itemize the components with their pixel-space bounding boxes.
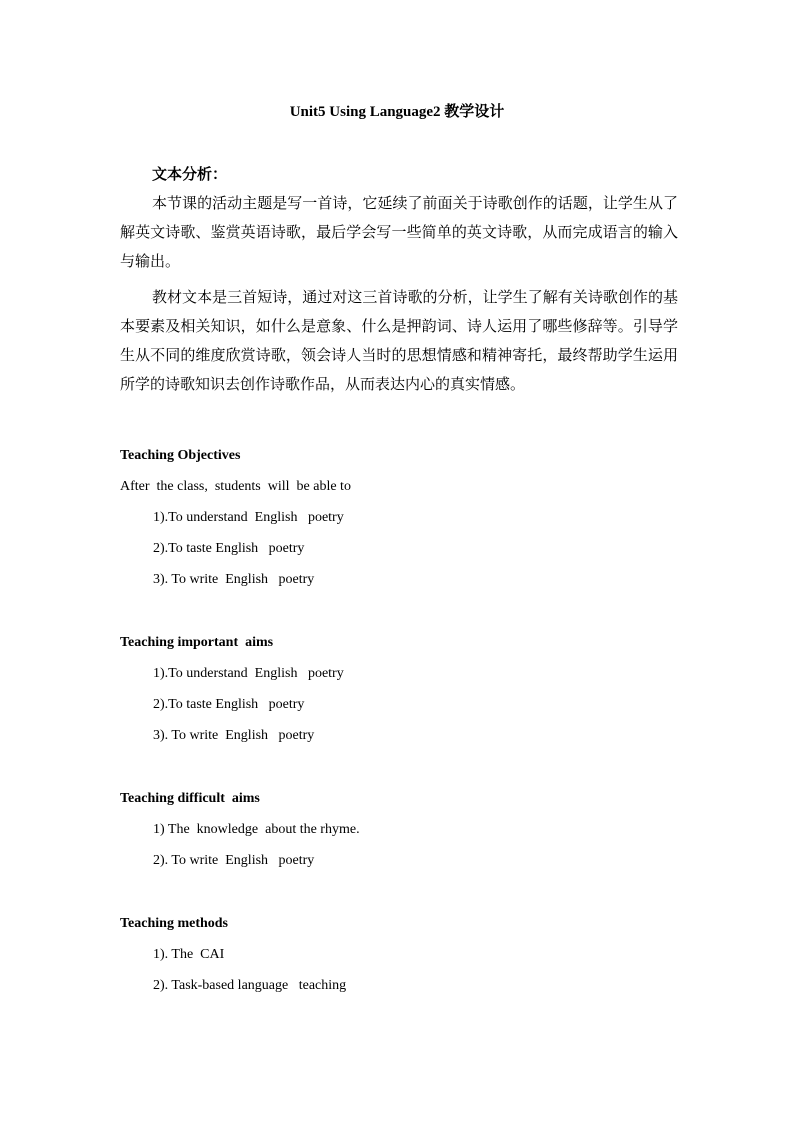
document-title: Unit5 Using Language2 教学设计 — [289, 104, 505, 120]
analysis-paragraph-2: 教材文本是三首短诗，通过对这三首诗歌的分析，让学生了解有关诗歌创作的基本要素及相关知识，如什么是意象、什么是押韵词、诗人运用了哪些修辞等。引导学生从不同的维度欣赏诗歌，领会诗人当时的思想情感和精神寄托，最终帮助学生运用所学的诗歌知识去创作诗歌作品，从而表达内心的真实情感。 — [120, 288, 678, 393]
analysis-paragraph-1: 本节课的活动主题是写一首诗，它延续了前面关于诗歌创作的话题，让学生从了解英文诗歌、鉴赏英语诗歌，最后学会写一些简单的英文诗歌，从而完成语言的输入与输出。 — [120, 194, 678, 270]
objective-item: 1).To understand English poetry — [153, 510, 344, 525]
objectives-intro: After the class, students will be able to — [120, 479, 351, 494]
important-aim-item: 3). To write English poetry — [153, 728, 315, 743]
important-aim-item: 1).To understand English poetry — [153, 666, 344, 681]
difficult-aim-item: 1) The knowledge about the rhyme. — [153, 822, 360, 837]
objective-item: 3). To write English poetry — [153, 572, 315, 587]
important-aims-heading: Teaching important aims — [120, 635, 274, 650]
method-item: 1). The CAI — [153, 947, 225, 962]
analysis-heading: 文本分析： — [152, 165, 228, 183]
methods-heading: Teaching methods — [120, 916, 229, 931]
difficult-aim-item: 2). To write English poetry — [153, 853, 315, 868]
method-item: 2). Task-based language teaching — [153, 978, 347, 993]
important-aim-item: 2).To taste English poetry — [153, 697, 305, 712]
difficult-aims-heading: Teaching difficult aims — [120, 791, 260, 806]
objective-item: 2).To taste English poetry — [153, 541, 305, 556]
objectives-heading: Teaching Objectives — [120, 448, 241, 463]
